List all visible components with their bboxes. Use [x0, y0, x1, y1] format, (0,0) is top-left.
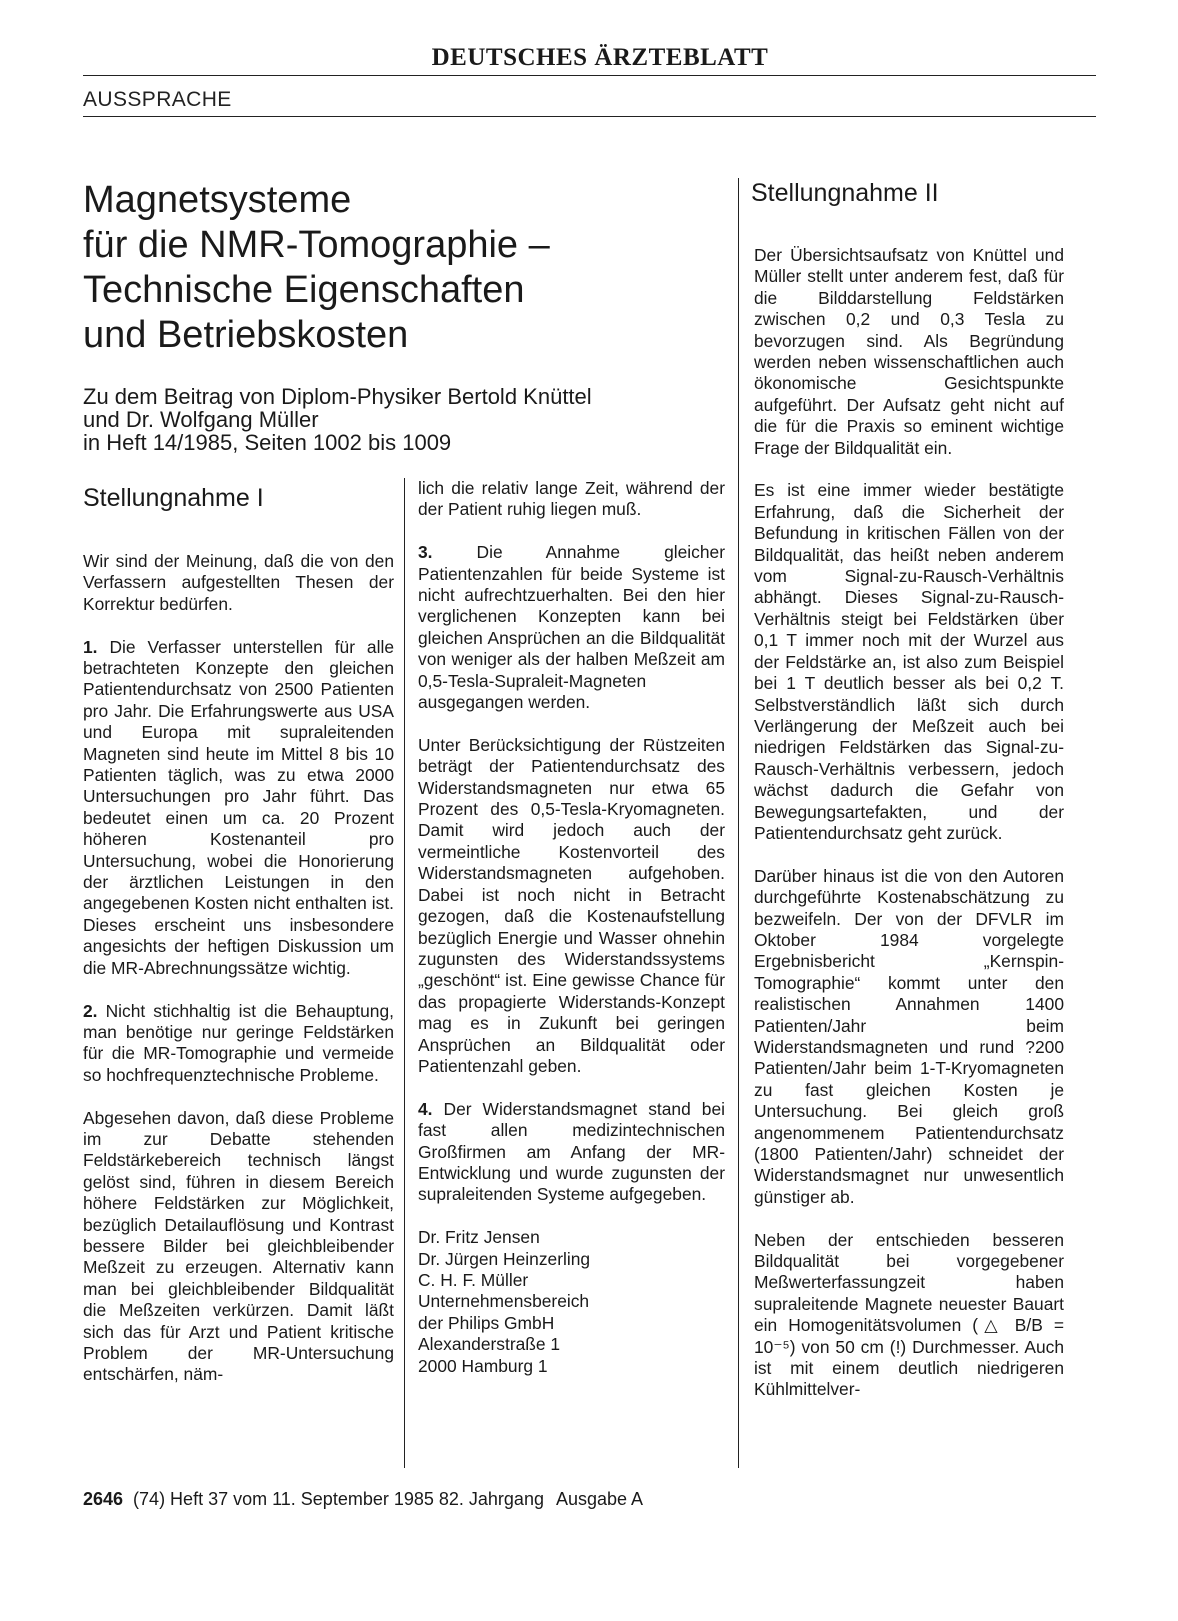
title-line: Magnetsysteme — [83, 179, 352, 221]
statement1-column-2 — [418, 478, 725, 1377]
issue-info: (74) Heft 37 vom 11. September 1985 82. Jahrgang — [133, 1489, 544, 1509]
paragraph-abgesehen: Abgesehen davon, daß diese Probleme im zur Debatte stehenden Feldstärkebereich technisch längst gelöst sind, führen in diesem Bereich höhere Feldstärken zur Möglichkeit, bezüglich Detailauflösung und Kontrast bessere Bilder bei gleichbleibender Meßzeit zu erzeugen. Alternativ kann man bei gleichbleibender Bildqualität die Meßzeiten verkürzen. Damit läßt sich das für Arzt und Patient kritische Problem der MR-Untersuchung entschärfen, näm- — [83, 1107, 394, 1385]
paragraph: Der Übersichtsaufsatz von Knüttel und Müller stellt unter anderem fest, daß für die Bilddarstellung Feldstärken zwischen 0,2 und 0,3 Tesla zu bevorzugen sind. Als Begründung werden neben wissenschaftlichen auch ökonomische Gesichtspunkte aufgeführt. Der Aufsatz geht nicht auf die für die Praxis so eminent wichtige Frage der Bildqualität ein. — [754, 245, 1064, 458]
masthead-rule — [83, 75, 1096, 76]
paragraph: Es ist eine immer wieder bestätigte Erfahrung, daß die Sicherheit der Befundung in kritischen Fällen von der Bildqualität, das heißt neben anderem vom Signal-zu-Rausch-Verhältnis abhängt. Dieses Signal-zu-Rausch-Verhältnis steigt bei Feldstärken über 0,1 T immer noch mit der Wurzel aus der Feldstärke an, ist also zum Beispiel bei 1 T deutlich besser als bei 0,2 T. Selbstverständlich läßt sich durch Verlängerung der Meßzeit auch bei niedrigen Feldstärken das Signal-zu-Rausch-Verhältnis verbessern, jedoch wächst dadurch die Gefahr von Bewegungsartefakten, und der Patientendurchsatz geht zurück. — [754, 480, 1064, 843]
article-subtitle — [83, 385, 723, 454]
point-number: 3. — [418, 542, 433, 563]
title-line: für die NMR-Tomographie – — [83, 224, 550, 266]
author-line: Dr. Fritz Jensen — [418, 1227, 540, 1248]
author-line: C. H. F. Müller — [418, 1269, 529, 1290]
page-number: 2646 — [83, 1489, 124, 1509]
section-label: AUSSPRACHE — [83, 88, 232, 111]
paragraph-unter: Unter Berücksichtigung der Rüstzeiten beträgt der Patientendurchsatz des Widerstandsmagneten nur etwa 65 Prozent des 0,5-Tesla-Kryomagneten. Damit wird jedoch auch der vermeintliche Kostenvorteil des Widerstandsmagneten aufgehoben. Dabei ist noch nicht in Betracht gezogen, daß die Kostenaufstellung bezüglich Energie und Wasser ohnehin zugunsten des Widerstandssystems „geschönt“ ist. Eine gewisse Chance für das propagierte Widerstands-Konzept mag es in Zukunft bei geringen Ansprüchen an Bildqualität oder Patientenzahl geben. — [418, 734, 725, 1076]
point-text: Die Annahme gleicher Patientenzahlen für beide Systeme ist nicht aufrechtzuerhalten. Bei den hier verglichenen Konzepten kann bei gleichen Ansprüchen an die Bildqualität von weniger als der halben Meßzeit am 0,5-Tesla-Supraleit-Magneten ausgegangen werden. — [418, 542, 725, 713]
point-number: 2. — [83, 1000, 98, 1021]
author-line: Alexanderstraße 1 — [418, 1334, 561, 1355]
paragraph-intro: Wir sind der Meinung, daß die von den Verfassern aufgestellten Thesen der Korrektur bedürfen. — [83, 551, 394, 614]
paragraph: Darüber hinaus ist die von den Autoren durchgeführte Kostenabschätzung zu bezweifeln. Der von der DFVLR im Oktober 1984 vorgelegte Ergebnisbericht „Kernspin-Tomographie“ kommt unter den realistischen Annahmen 1400 Patienten/Jahr beim Widerstandsmagneten und rund ?200 Patienten/Jahr beim 1-T-Kryomagneten zu fast gleichen Kosten je Untersuchung. Bei gleich groß angenommenem Patientendurchsatz (1800 Patienten/Jahr) schneidet der Widerstandsmagnet nur unwesentlich günstiger ab. — [754, 865, 1064, 1207]
column-divider — [404, 478, 405, 1468]
title-line: und Betriebskosten — [83, 314, 409, 356]
author-line: Dr. Jürgen Heinzerling — [418, 1248, 591, 1269]
statement2-heading: Stellungnahme II — [751, 179, 939, 207]
paragraph-point-2 — [83, 1001, 394, 1087]
paragraph-continuation: lich die relativ lange Zeit, während der der Patient ruhig liegen muß. — [418, 478, 725, 520]
statement1-heading: Stellungnahme I — [83, 484, 264, 512]
paragraph-point-3 — [418, 542, 725, 713]
paragraph: Neben der entschieden besseren Bildqualität bei vorgegebener Meßwerterfassungzeit haben supraleitende Magnete neuester Bauart ein Homogenitätsvolumen (△ B/B = 10⁻⁵) von 50 cm (!) Durchmesser. Auch ist mit einem deutlich niedrigeren Kühlmittelver- — [754, 1229, 1064, 1400]
author-line: 2000 Hamburg 1 — [418, 1355, 548, 1376]
masthead: DEUTSCHES ÄRZTEBLATT — [431, 44, 769, 71]
column-divider — [738, 178, 739, 1468]
point-number: 1. — [83, 636, 98, 657]
title-line: Technische Eigenschaften — [83, 269, 525, 311]
subtitle-line: in Heft 14/1985, Seiten 1002 bis 1009 — [83, 430, 452, 455]
paragraph-point-4 — [418, 1099, 725, 1206]
subtitle-line: und Dr. Wolfgang Müller — [83, 407, 319, 432]
statement2-column — [754, 245, 1064, 1422]
edition: Ausgabe A — [555, 1489, 644, 1509]
author-line: der Philips GmbH — [418, 1312, 555, 1333]
statement1-column-1 — [83, 551, 394, 1407]
point-text: Nicht stichhaltig ist die Behauptung, man benötige nur geringe Feldstärken für die MR-Tomographie und vermeide so hochfrequenztechnische Probleme. — [83, 1000, 394, 1085]
section-rule — [83, 116, 1096, 117]
subtitle-line: Zu dem Beitrag von Diplom-Physiker Bertold Knüttel — [83, 384, 592, 409]
point-text: Der Widerstandsmagnet stand bei fast allen medizintechnischen Großfirmen am Anfang der MR-Entwicklung und wurde zugunsten der supraleitenden Systeme aufgegeben. — [418, 1098, 725, 1205]
article-title — [83, 178, 723, 358]
paragraph-point-1 — [83, 637, 394, 980]
page-footer — [83, 1489, 643, 1510]
point-number: 4. — [418, 1098, 433, 1119]
author-block — [418, 1227, 725, 1377]
point-text: Die Verfasser unterstellen für alle betrachteten Konzepte den gleichen Patientendurchsatz von 2500 Patienten pro Jahr. Die Erfahrungswerte aus USA und Europa mit supraleitenden Magneten sind heute im Mittel 8 bis 10 Patienten täglich, was zu etwa 2000 Untersuchungen pro Jahr führt. Das bedeutet einen um ca. 20 Prozent höheren Kostenanteil pro Untersuchung, wobei die Honorierung der ärztlichen Leistungen in den angegebenen Kosten nicht enthalten ist. Dieses erscheint uns insbesondere angesichts der heftigen Diskussion um die MR-Abrechnungssätze wichtig. — [83, 636, 394, 978]
author-line: Unternehmensbereich — [418, 1291, 590, 1312]
